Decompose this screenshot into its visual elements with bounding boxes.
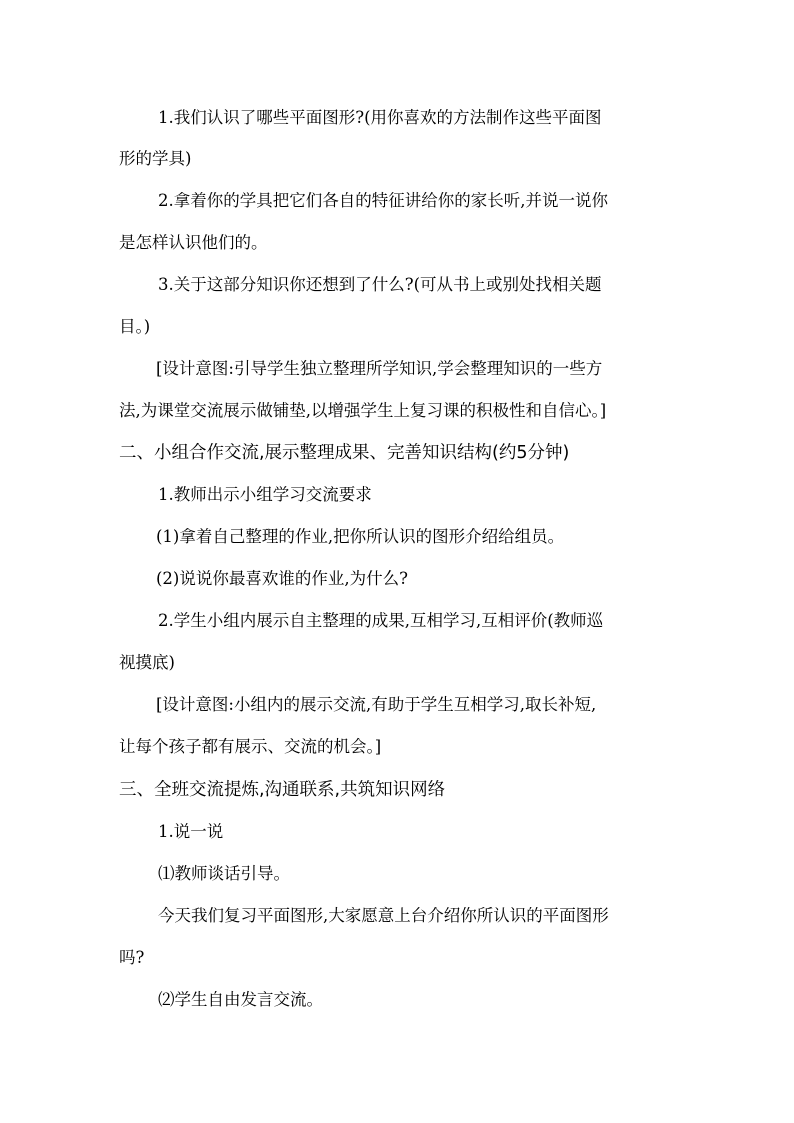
- paragraph-q1-line-1: 1.我们认识了哪些平面图形?(用你喜欢的方法制作这些平面图: [158, 108, 602, 127]
- paragraph-group-show-line-1: 2.学生小组内展示自主整理的成果,互相学习,互相评价(教师巡: [158, 611, 604, 630]
- requirement-item-1: (1)拿着自己整理的作业,把你所认识的图形介绍给组员。: [156, 527, 565, 546]
- paragraph-group-show-line-2: 视摸底): [119, 653, 175, 672]
- step-say-item-1: ⑴教师谈话引导。: [158, 864, 290, 883]
- paragraph-q3-line-2: 目。): [119, 317, 151, 336]
- paragraph-q3-line-1: 3.关于这部分知识你还想到了什么?(可从书上或别处找相关题: [158, 275, 602, 294]
- requirement-title: 1.教师出示小组学习交流要求: [158, 485, 372, 504]
- design-intent-2-line-1: [设计意图:小组内的展示交流,有助于学生互相学习,取长补短,: [156, 695, 597, 714]
- paragraph-q1-line-2: 形的学具): [119, 149, 192, 168]
- design-intent-1-line-1: [设计意图:引导学生独立整理所学知识,学会整理知识的一些方: [156, 359, 603, 378]
- paragraph-q2-line-2: 是怎样认识他们的。: [119, 233, 268, 252]
- teacher-speech-line-2: 吗?: [119, 948, 145, 967]
- paragraph-q2-line-1: 2.拿着你的学具把它们各自的特征讲给你的家长听,并说一说你: [158, 191, 608, 210]
- design-intent-1-line-2: 法,为课堂交流展示做铺垫,以增强学生上复习课的积极性和自信心。]: [119, 401, 607, 420]
- requirement-item-2: (2)说说你最喜欢谁的作业,为什么?: [156, 569, 408, 588]
- design-intent-2-line-2: 让每个孩子都有展示、交流的机会。]: [119, 737, 382, 756]
- section-heading-2: 二、小组合作交流,展示整理成果、完善知识结构(约5分钟): [119, 443, 570, 463]
- step-say-title: 1.说一说: [158, 822, 224, 841]
- step-say-item-2: ⑵学生自由发言交流。: [158, 990, 323, 1009]
- teacher-speech-line-1: 今天我们复习平面图形,大家愿意上台介绍你所认识的平面图形: [158, 906, 609, 925]
- section-heading-3: 三、全班交流提炼,沟通联系,共筑知识网络: [119, 780, 446, 800]
